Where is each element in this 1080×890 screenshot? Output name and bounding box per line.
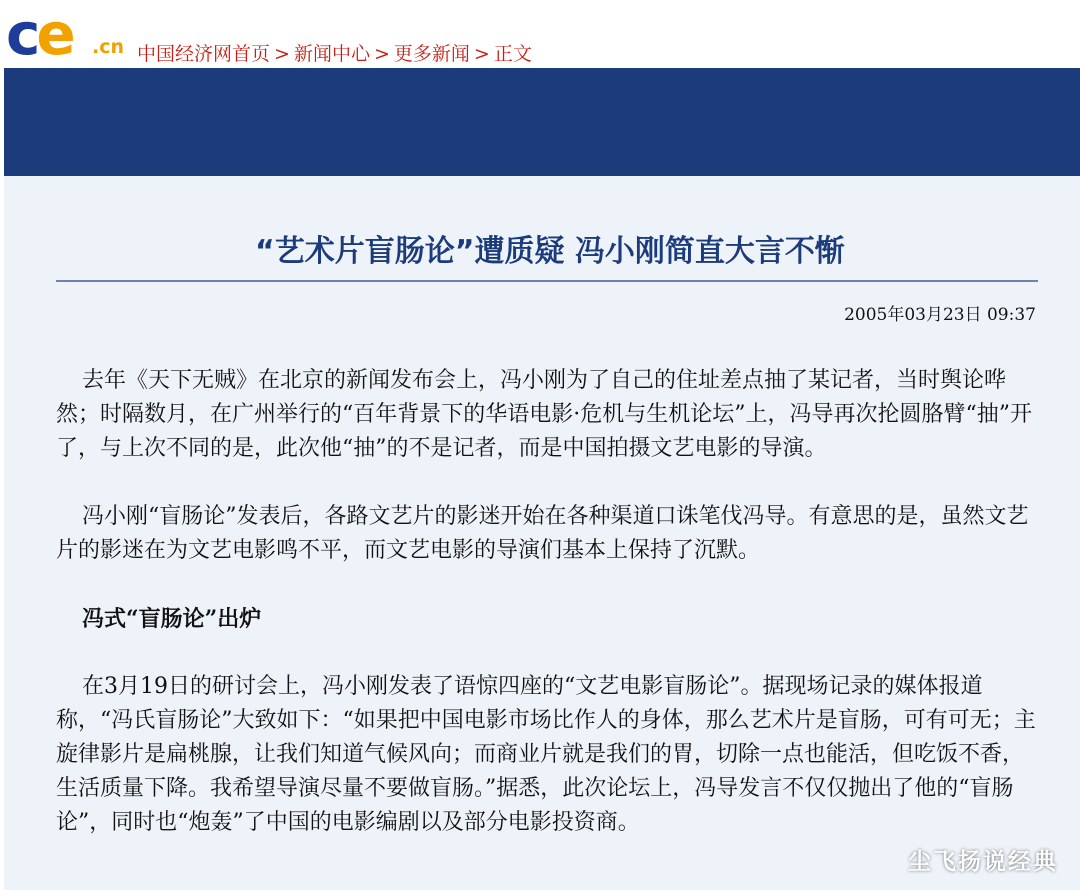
article-container [4, 176, 1080, 890]
article-paragraph: 去年《天下无贼》在北京的新闻发布会上，冯小刚为了自己的住址差点抽了某记者，当时舆论哗然；时隔数月，在广州举行的“百年背景下的华语电影·危机与生机论坛”上，冯导再次抡圆胳臂“抽”开了，与上次不同的是，此次他“抽”的不是记者，而是中国拍摄文艺电影的导演。 [56, 368, 1032, 461]
logo-mark [6, 2, 72, 66]
breadcrumb-separator: > [373, 43, 390, 65]
title-divider [56, 280, 1038, 282]
article-paragraph: 冯小刚“盲肠论”发表后，各路文艺片的影迷开始在各种渠道口诛笔伐冯导。有意思的是，虽然文艺片的影迷在为文艺电影鸣不平，而文艺电影的导演们基本上保持了沉默。 [56, 504, 1029, 563]
breadcrumb-more-news-link[interactable]: 更多新闻 [393, 43, 470, 65]
watermark-text: 尘飞扬说经典 [908, 849, 1058, 875]
ce-logo[interactable] [6, 0, 128, 68]
breadcrumb [137, 39, 532, 66]
breadcrumb-news-center-link[interactable]: 新闻中心 [293, 43, 370, 65]
article-paragraph: 在3月19日的研讨会上，冯小刚发表了语惊四座的“文艺电影盲肠论”。据现场记录的媒体报道称，“冯氏盲肠论”大致如下：“如果把中国电影市场比作人的身体，那么艺术片是盲肠，可有可无；主旋律影片是扁桃腺，让我们知道气候风向；而商业片就是我们的胃，切除一点也能活，但吃饭不香，生活质量下降。我希望导演尽量不要做盲肠。”据悉，此次论坛上，冯导发言不仅仅抛出了他的“盲肠论”，同时也“炮轰”了中国的电影编剧以及部分电影投资商。 [56, 674, 1036, 835]
article-subheading: 冯式“盲肠论”出炉 [82, 606, 262, 632]
article-body [56, 364, 1040, 840]
logo-e: e [36, 0, 72, 68]
breadcrumb-home-link[interactable]: 中国经济网首页 [137, 43, 271, 65]
breadcrumb-current: 正文 [493, 43, 532, 65]
logo-c: c [6, 0, 37, 68]
site-header [0, 0, 1080, 68]
breadcrumb-separator: > [473, 43, 490, 65]
breadcrumb-separator: > [274, 43, 290, 65]
header-banner [4, 68, 1080, 176]
article-datetime: 2005年03月23日 09:37 [844, 305, 1036, 325]
article-title: “艺术片盲肠论”遭质疑 冯小刚简直大言不惭 [255, 234, 845, 269]
logo-suffix: .cn [92, 36, 125, 58]
